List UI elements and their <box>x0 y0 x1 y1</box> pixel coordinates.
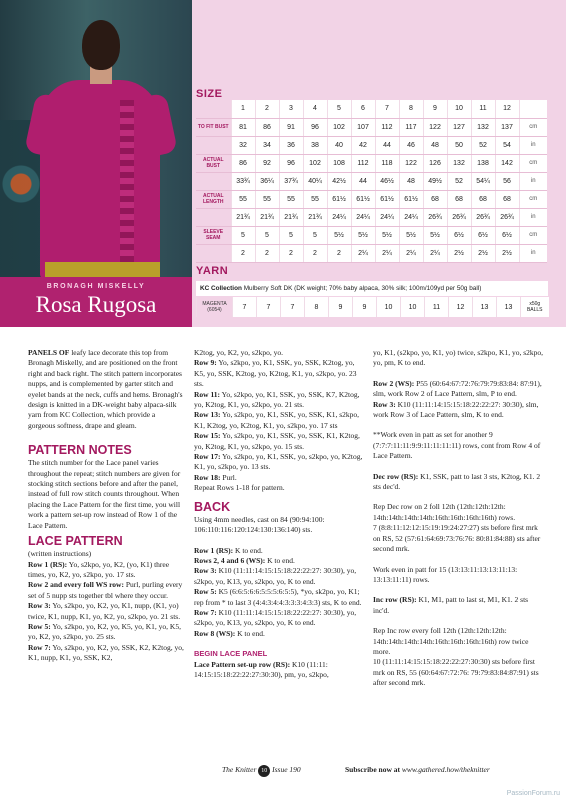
size-cell: 122 <box>423 118 447 136</box>
back-rows <box>194 546 364 640</box>
back-row <box>194 556 364 566</box>
lace-row <box>28 580 184 601</box>
row-text: P55 (60:64:67:72:76:79:79:83:84: 87:91), slm, work Row 2 of Lace Pattern, slm, P to end. <box>373 378 542 399</box>
size-cell: 34 <box>255 136 279 154</box>
footer-subscribe <box>345 765 490 774</box>
row-key: Inc row (RS): <box>373 595 417 605</box>
magazine-name: The Knitter <box>222 765 257 774</box>
size-cell: 5 <box>327 100 351 118</box>
size-cell: 81 <box>231 118 255 136</box>
row-key: Row 2 (WS): <box>373 378 415 388</box>
size-cell: 96 <box>303 118 327 136</box>
spacer <box>373 616 545 626</box>
size-cell: 118 <box>375 154 399 172</box>
size-cell: 2¼ <box>423 244 447 262</box>
size-table <box>196 100 547 263</box>
row-text: Repeat Rows 1-18 for pattern. <box>194 483 285 493</box>
size-cell: 91 <box>279 118 303 136</box>
spacer <box>373 492 545 502</box>
row-key: Row 3: <box>194 566 217 576</box>
spacer <box>373 462 545 472</box>
row-text: Rep Dec row on 2 foll 12th (12th:12th:12th: 14th:14th:14th:14th:16th:16th:16th:16th) rows. <box>373 502 516 522</box>
back-row <box>194 587 364 608</box>
row-text: K1, M1, patt to last st, M1, K1. 2 sts inc'd. <box>373 595 529 615</box>
size-cell: 6½ <box>495 226 519 244</box>
size-cell: 61½ <box>375 190 399 208</box>
row-text: Purl. <box>222 472 237 482</box>
size-cell: 122 <box>399 154 423 172</box>
row-text: K10 (11:11:14:15:15:18:22:22:27: 30:30), yo, s2kpo, yo, K13, yo, s2kpo, yo, K to end. <box>194 566 357 586</box>
back-row <box>194 566 364 587</box>
size-cell: 40 <box>327 136 351 154</box>
size-cell: 44 <box>351 172 375 190</box>
size-cell: 56 <box>495 172 519 190</box>
column-2 <box>194 348 364 680</box>
intro-paragraph <box>28 348 184 431</box>
size-cell: 24¼ <box>327 208 351 226</box>
size-cell: 61½ <box>351 190 375 208</box>
row-key: Row 5: <box>194 587 217 597</box>
size-cell: 8 <box>399 100 423 118</box>
yarn-cell: 10 <box>377 297 401 317</box>
designer-name: BRONAGH MISKELLY <box>46 283 146 290</box>
page-number: 10 <box>258 765 270 777</box>
size-cell: 38 <box>303 136 327 154</box>
size-cell: 21¾ <box>255 208 279 226</box>
size-cell: 142 <box>495 154 519 172</box>
yarn-cell: 9 <box>353 297 377 317</box>
size-cell: 21¾ <box>303 208 327 226</box>
lace-row <box>28 601 184 622</box>
row-key: Row 9: <box>194 358 217 368</box>
size-cell: 4 <box>303 100 327 118</box>
size-cell: 26¾ <box>447 208 471 226</box>
subscribe-url[interactable]: www.gathered.how/theknitter <box>401 765 490 774</box>
row-text: Yo, s2kpo, yo, K2, yo, K1, nupp, (K1, yo) twice, K1, nupp, K1, yo, K2, yo, s2kpo, yo. 21 sts. <box>28 601 181 621</box>
title-band <box>0 277 192 327</box>
row-key: Row 7: <box>194 607 217 617</box>
size-cell: 26¾ <box>495 208 519 226</box>
lace-row <box>194 348 364 358</box>
size-row-label: SLEEVE SEAM <box>196 226 231 244</box>
yarn-heading: YARN <box>196 265 229 277</box>
instruction-paragraph <box>373 400 545 421</box>
size-cell: 7 <box>375 100 399 118</box>
row-text: yo, K1, (s2kpo, yo, K1, yo) twice, s2kpo, K1, yo, s2kpo, yo, pm, K to end. <box>373 348 543 368</box>
row-key: Row 11: <box>194 389 221 399</box>
yarn-row <box>197 297 549 317</box>
size-cell: 5½ <box>351 226 375 244</box>
setup-row-key: Lace Pattern set-up row (RS): <box>194 659 291 669</box>
size-cell: 21¾ <box>231 208 255 226</box>
pattern-notes-heading: PATTERN NOTES <box>28 443 132 458</box>
size-cell: 61½ <box>327 190 351 208</box>
intro-lead: PANELS OF <box>28 348 70 357</box>
lace-pattern-heading: LACE PATTERN <box>28 534 123 549</box>
size-cell: 37¾ <box>279 172 303 190</box>
size-cell: 9 <box>423 100 447 118</box>
size-cell: 49½ <box>423 172 447 190</box>
row-key: Row 13: <box>194 410 221 420</box>
yarn-cell: 9 <box>329 297 353 317</box>
yarn-cell: 11 <box>425 297 449 317</box>
row-key: Row 7: <box>28 642 51 652</box>
size-cell: 5½ <box>327 226 351 244</box>
size-cell: 52 <box>447 172 471 190</box>
row-text: Yo, s2kpo, yo, K1, SSK, yo, SSK, K1, K2tog, yo, K2tog, K1, yo, s2kpo, yo. 15 sts. <box>194 431 360 451</box>
size-cell: 2 <box>231 244 255 262</box>
size-cell: 26¾ <box>471 208 495 226</box>
size-row <box>196 244 547 262</box>
row-text: **Work even in patt as set for another 9 (7:7:7:11:11:9:9:11:11:11:11) rows, cont from Row 4 of Lace Pattern. <box>373 430 541 461</box>
size-cell: 68 <box>471 190 495 208</box>
lace-row <box>194 390 364 411</box>
instruction-paragraph <box>373 502 545 523</box>
size-cell: 2 <box>279 244 303 262</box>
lace-row <box>194 473 364 483</box>
row-text: K5 (6:6:5:6:6:5:5:5:6:5:5), *yo, sk2po, yo, K1; rep from * to last 3 (4:4:3:4:4:3:3:3:4:3:3) sts, K to end. <box>194 587 362 607</box>
row-text: K10 (11:11:14:15:15:18:22:22:27: 30:30), yo, s2kpo, yo, K13, yo, s2kpo, yo, K to end. <box>194 607 357 628</box>
size-cell: 55 <box>279 190 303 208</box>
size-unit: in <box>519 172 547 190</box>
size-row <box>196 172 547 190</box>
size-cell: 32 <box>231 136 255 154</box>
size-cell: 2¼ <box>399 244 423 262</box>
yarn-unit: x50g BALLS <box>521 297 549 317</box>
size-unit: cm <box>519 190 547 208</box>
yarn-table <box>196 297 549 317</box>
size-cell: 33¾ <box>231 172 255 190</box>
size-cell: 54 <box>495 136 519 154</box>
yarn-cell: 12 <box>449 297 473 317</box>
row-text: 10 (11:11:14:15:15:18:22:22:27:30:30) sts before first mrk on RS, 55 (60:64:67:72:76: 79:79:83:84:87:91) sts after second mrk. <box>373 657 539 688</box>
size-cell: 102 <box>303 154 327 172</box>
size-cell: 5 <box>279 226 303 244</box>
size-cell: 132 <box>447 154 471 172</box>
size-cell: 2 <box>255 100 279 118</box>
lace-row <box>194 452 364 473</box>
row-text: Yo, s2kpo, yo, K2, yo, SSK, K2, K2tog, yo, K1, nupp, K1, yo, SSK, K2, <box>28 642 184 663</box>
size-cell: 138 <box>471 154 495 172</box>
row-text: K to end. <box>267 555 295 565</box>
spacer <box>373 369 545 379</box>
row-text: K to end. <box>235 545 263 555</box>
instruction-paragraph <box>373 626 545 657</box>
size-cell: 6½ <box>471 226 495 244</box>
size-cell: 92 <box>255 154 279 172</box>
pattern-title: Rosa Rugosa <box>35 292 157 317</box>
size-cell: 12 <box>495 100 519 118</box>
size-cell: 102 <box>327 118 351 136</box>
row-text: K2tog, yo, K2, yo, s2kpo, yo. <box>194 348 283 357</box>
size-cell: 5½ <box>423 226 447 244</box>
size-row-label <box>196 100 231 118</box>
size-cell: 96 <box>279 154 303 172</box>
size-cell: 50 <box>447 136 471 154</box>
row-text: 7 (8:8:11:12:12:15:19:19:24:27:27) sts before first mrk on RS, 52 (57:61:64:69:73:76:76: 80:81:84:88) sts after second mrk. <box>373 523 541 554</box>
size-cell: 117 <box>399 118 423 136</box>
size-heading: SIZE <box>196 88 223 100</box>
row-text: K10 (11:11:14:15:15:18:22:22:27: 30:30), slm, work Row 3 of Lace Pattern, slm, K to end. <box>373 399 539 420</box>
size-cell: 46½ <box>375 172 399 190</box>
model-photo <box>0 0 192 277</box>
size-cell: 86 <box>255 118 279 136</box>
yarn-cell: 10 <box>401 297 425 317</box>
size-row-label <box>196 172 231 190</box>
size-cell: 132 <box>471 118 495 136</box>
watermark: PassionForum.ru <box>506 790 560 797</box>
spacer <box>373 555 545 565</box>
size-cell: 68 <box>495 190 519 208</box>
size-row-label <box>196 136 231 154</box>
size-unit <box>519 100 547 118</box>
row-key: Rows 2, 4 and 6 (WS): <box>194 555 266 565</box>
setup-row <box>194 660 364 681</box>
size-cell: 127 <box>447 118 471 136</box>
size-cell: 11 <box>471 100 495 118</box>
lace-rows-part2 <box>194 348 364 494</box>
lace-subheading: (written instructions) <box>28 549 92 559</box>
subscribe-text: Subscribe now at <box>345 765 401 774</box>
size-cell: 2 <box>327 244 351 262</box>
size-cell: 5½ <box>375 226 399 244</box>
yarn-description <box>196 281 548 296</box>
spacer <box>373 420 545 430</box>
size-cell: 68 <box>423 190 447 208</box>
yarn-colour-label: MAGENTA (6054) <box>197 297 233 317</box>
size-cell: 44 <box>375 136 399 154</box>
size-cell: 24¼ <box>351 208 375 226</box>
size-cell: 107 <box>351 118 375 136</box>
size-row <box>196 154 547 172</box>
size-row <box>196 208 547 226</box>
row-key: Row 18: <box>194 472 221 482</box>
size-cell: 1 <box>231 100 255 118</box>
size-unit: in <box>519 244 547 262</box>
size-unit: cm <box>519 226 547 244</box>
size-row-label <box>196 244 231 262</box>
row-key: Row 17: <box>194 452 221 462</box>
size-cell: 2 <box>303 244 327 262</box>
size-cell: 40¼ <box>303 172 327 190</box>
size-unit: in <box>519 136 547 154</box>
row-text: K to end. <box>237 628 265 638</box>
size-row <box>196 190 547 208</box>
instruction-paragraph <box>373 657 545 688</box>
row-key: Row 2 and every foll WS row: <box>28 580 124 590</box>
row-text: Yo, s2kpo, yo, K1, SSK, yo, SSK, K7, K2tog, yo, K2tog, K1, yo, s2kpo, yo. 21 sts. <box>194 389 360 410</box>
instruction-paragraph <box>373 595 545 616</box>
size-row <box>196 136 547 154</box>
size-cell: 24¼ <box>375 208 399 226</box>
size-row-label: TO FIT BUST <box>196 118 231 136</box>
row-key: Row 1 (RS): <box>194 545 234 555</box>
size-cell: 68 <box>447 190 471 208</box>
row-key: Row 5: <box>28 621 51 631</box>
row-text: Yo, s2kpo, yo, K2, (yo, K1) three times, yo, K2, yo, s2kpo, yo. 17 sts. <box>28 559 170 579</box>
size-cell: 6 <box>351 100 375 118</box>
size-cell: 54¼ <box>471 172 495 190</box>
size-cell: 112 <box>351 154 375 172</box>
row-key: Row 3: <box>28 601 51 611</box>
size-unit: cm <box>519 154 547 172</box>
instruction-paragraph <box>373 523 545 554</box>
size-cell: 21¾ <box>279 208 303 226</box>
row-key: Row 15: <box>194 431 221 441</box>
lace-row <box>194 358 364 389</box>
row-key: Row 8 (WS): <box>194 628 236 638</box>
yarn-cell: 8 <box>305 297 329 317</box>
instruction-paragraph <box>373 379 545 400</box>
instruction-paragraph <box>373 348 545 369</box>
size-cell: 36 <box>279 136 303 154</box>
lace-row <box>28 643 184 664</box>
row-text: Purl, purling every set of 5 nupp sts together tbl where they occur. <box>28 580 183 600</box>
size-row <box>196 226 547 244</box>
size-cell: 5½ <box>399 226 423 244</box>
lace-row <box>194 483 364 493</box>
size-cell: 6½ <box>447 226 471 244</box>
yarn-cell: 13 <box>473 297 497 317</box>
size-cell: 2½ <box>495 244 519 262</box>
size-cell: 5 <box>303 226 327 244</box>
setup-row-text: K10 (11:11: 14:15:15:18:22:22:27:30:30), pm, yo, s2kpo, <box>194 659 329 679</box>
yarn-cell: 7 <box>281 297 305 317</box>
back-row <box>194 608 364 629</box>
intro-text: leafy lace decorate this top from Bronagh Miskelly, and are positioned on the front right and back right. The stitch pattern incorporates nupps, and is complemented by garter stitch and eyelet bands at the neck, cuffs and hems. Bronagh's design is knitted in a DK-weight baby alpaca-silk yarn from KC Collection, which provide a gorgeous softness, drape and gleam. <box>28 348 183 430</box>
size-cell: 42½ <box>327 172 351 190</box>
size-cell: 61½ <box>399 190 423 208</box>
lace-row <box>194 410 364 431</box>
yarn-desc: Mulberry Soft DK (DK weight; 70% baby alpaca, 30% silk; 100m/109yd per 50g ball) <box>243 285 482 292</box>
begin-lace-heading: BEGIN LACE PANEL <box>194 649 268 659</box>
size-row-label: ACTUAL LENGTH <box>196 190 231 208</box>
instruction-paragraph <box>373 430 545 461</box>
pattern-notes: The stitch number for the Lace panel varies throughout the repeat; stitch numbers are given for stocking stitch sections before and after the panel, instead of full row stitch counts throughout. When placing the Lace Pattern for the first time, you will work a pattern set-up row instead of Row 1 of the Lace Pattern. <box>28 458 181 530</box>
row-key: Row 1 (RS): <box>28 559 68 569</box>
footer-magazine <box>222 765 301 777</box>
yarn-cell: 13 <box>497 297 521 317</box>
size-cell: 26¾ <box>423 208 447 226</box>
size-cell: 2¼ <box>375 244 399 262</box>
size-row <box>196 100 547 118</box>
size-unit: cm <box>519 118 547 136</box>
size-cell: 86 <box>231 154 255 172</box>
size-cell: 36¼ <box>255 172 279 190</box>
lace-row <box>194 431 364 452</box>
size-cell: 2 <box>255 244 279 262</box>
spacer <box>373 585 545 595</box>
size-cell: 5 <box>255 226 279 244</box>
instruction-paragraph <box>373 472 545 493</box>
row-text: K1, SSK, patt to last 3 sts, K2tog, K1. 2 sts dec'd. <box>373 471 541 492</box>
size-cell: 2½ <box>471 244 495 262</box>
size-cell: 112 <box>375 118 399 136</box>
row-text: Yo, s2kpo, yo, K1, SSK, yo, SSK, K2tog, yo, K5, yo, SSK, K2tog, yo, K2tog, K1, yo, s2kpo, yo. 23 sts. <box>194 358 357 389</box>
yarn-cell: 7 <box>257 297 281 317</box>
size-row-label: ACTUAL BUST <box>196 154 231 172</box>
size-unit: in <box>519 208 547 226</box>
size-cell: 24¼ <box>399 208 423 226</box>
size-row <box>196 118 547 136</box>
size-cell: 48 <box>399 172 423 190</box>
size-cell: 46 <box>399 136 423 154</box>
issue-number: Issue 190 <box>272 765 301 774</box>
row-key: Row 3: <box>373 399 396 409</box>
size-row-label <box>196 208 231 226</box>
size-cell: 55 <box>231 190 255 208</box>
column-1 <box>28 348 184 664</box>
size-cell: 3 <box>279 100 303 118</box>
size-cell: 137 <box>495 118 519 136</box>
size-cell: 10 <box>447 100 471 118</box>
back-row <box>194 629 364 639</box>
size-cell: 5 <box>231 226 255 244</box>
size-cell: 55 <box>303 190 327 208</box>
lace-row <box>28 560 184 581</box>
row-text: Work even in patt for 15 (13:13:11:13:13:11:13: 13:13:11:11) rows. <box>373 564 518 584</box>
size-cell: 2¼ <box>351 244 375 262</box>
column-3 <box>373 348 545 689</box>
row-text: Yo, s2kpo, yo, K1, SSK, yo, SSK, K1, s2kpo, K1, K2tog, yo, K2tog, K1, yo, s2kpo, yo. 17 sts <box>194 410 360 430</box>
size-cell: 108 <box>327 154 351 172</box>
row-key: Dec row (RS): <box>373 471 419 481</box>
size-cell: 126 <box>423 154 447 172</box>
lace-row <box>28 622 184 643</box>
row-text: Yo, s2kpo, yo, K1, SSK, yo, s2kpo, yo, K2tog, K1, yo, s2kpo, yo. 13 sts. <box>194 452 363 472</box>
size-cell: 48 <box>423 136 447 154</box>
back-row <box>194 546 364 556</box>
yarn-cell: 7 <box>233 297 257 317</box>
lace-rows-part1 <box>28 560 184 664</box>
size-cell: 2½ <box>447 244 471 262</box>
back-intro: Using 4mm needles, cast on 84 (90:94:100: 106:110:116:120:124:130:136:140) sts. <box>194 514 325 535</box>
instruction-paragraph <box>373 565 545 586</box>
size-cell: 52 <box>471 136 495 154</box>
row-text: Yo, s2kpo, yo, K2, yo, K5, yo, K1, yo, K5, yo, K2, yo, s2kpo, yo. 25 sts. <box>28 621 181 642</box>
row-text: Rep Inc row every foll 12th (12th:12th:12th: 14th:14th:14th:14th:16th:16th:16th:16th) row twice more. <box>373 626 529 656</box>
size-cell: 42 <box>351 136 375 154</box>
size-cell: 55 <box>255 190 279 208</box>
yarn-brand: KC Collection <box>200 285 242 292</box>
back-heading: BACK <box>194 499 231 514</box>
